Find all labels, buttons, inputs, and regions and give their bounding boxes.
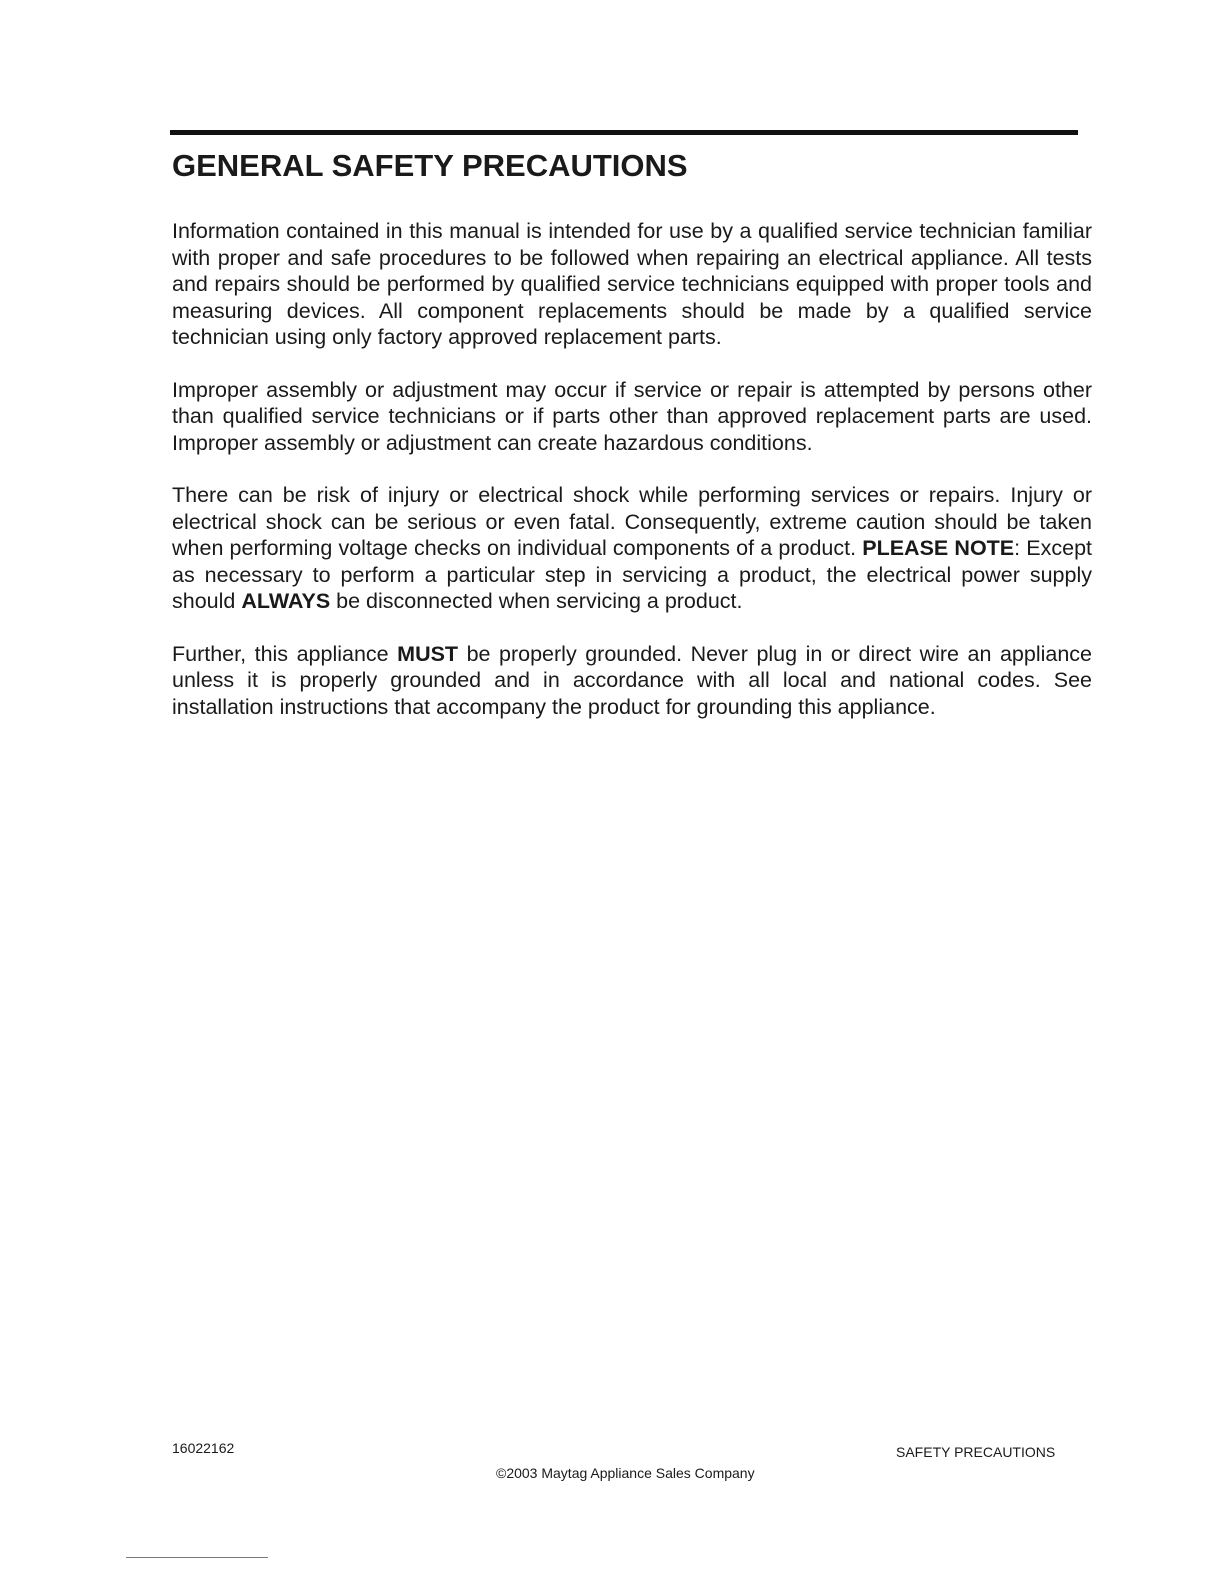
paragraph-text: Information contained in this manual is intended for use by a qualified service technician familiar with proper and safe procedures to be followed when repairing an electrical appliance. All tests and repairs should be performed by qualified service technicians equipped with proper tools and measuring devices. All component replacements should be made by a qualified service technician using only factory approved replacement parts. [172,219,1092,349]
paragraph-intended-use [172,218,1092,351]
paragraph-grounding [172,641,1092,721]
footer-copyright: ©2003 Maytag Appliance Sales Company [496,1465,755,1481]
body-text [172,218,1092,746]
paragraph-shock-risk [172,482,1092,615]
paragraph-text: : Except as necessary to perform a particular step in servicing a product, the electrical power supply should [172,536,1092,613]
please-note-emphasis: PLEASE NOTE [862,536,1015,560]
must-emphasis: MUST [397,641,459,666]
paragraph-text: There can be risk of injury or electrical shock while performing services or repairs. Injury or electrical shock can be serious or even fatal. Consequently, extreme caution should be taken when performing voltage checks on individual components of a product. [172,483,1092,560]
paragraph-text: Further, this appliance [172,641,398,666]
paragraph-text: Improper assembly or adjustment may occur if service or repair is attempted by persons other than qualified service technicians or if parts other than approved replacement parts are used. Improper assembly or adjustment can create hazardous conditions. [172,377,1092,455]
page-title: GENERAL SAFETY PRECAUTIONS [172,148,688,183]
always-emphasis: ALWAYS [241,589,331,613]
paragraph-improper-assembly [172,377,1092,457]
scan-artifact-line [126,1557,268,1558]
footer-doc-number: 16022162 [172,1440,235,1456]
footer-section-name: SAFETY PRECAUTIONS [896,1444,1056,1460]
paragraph-text: be properly grounded. Never plug in or direct wire an appliance unless it is properly grounded and in accordance with all local and national codes. See installation instructions that accompany the product for grounding this appliance. [172,641,1093,719]
header-rule [170,130,1078,135]
paragraph-text: be disconnected when servicing a product. [330,589,743,613]
